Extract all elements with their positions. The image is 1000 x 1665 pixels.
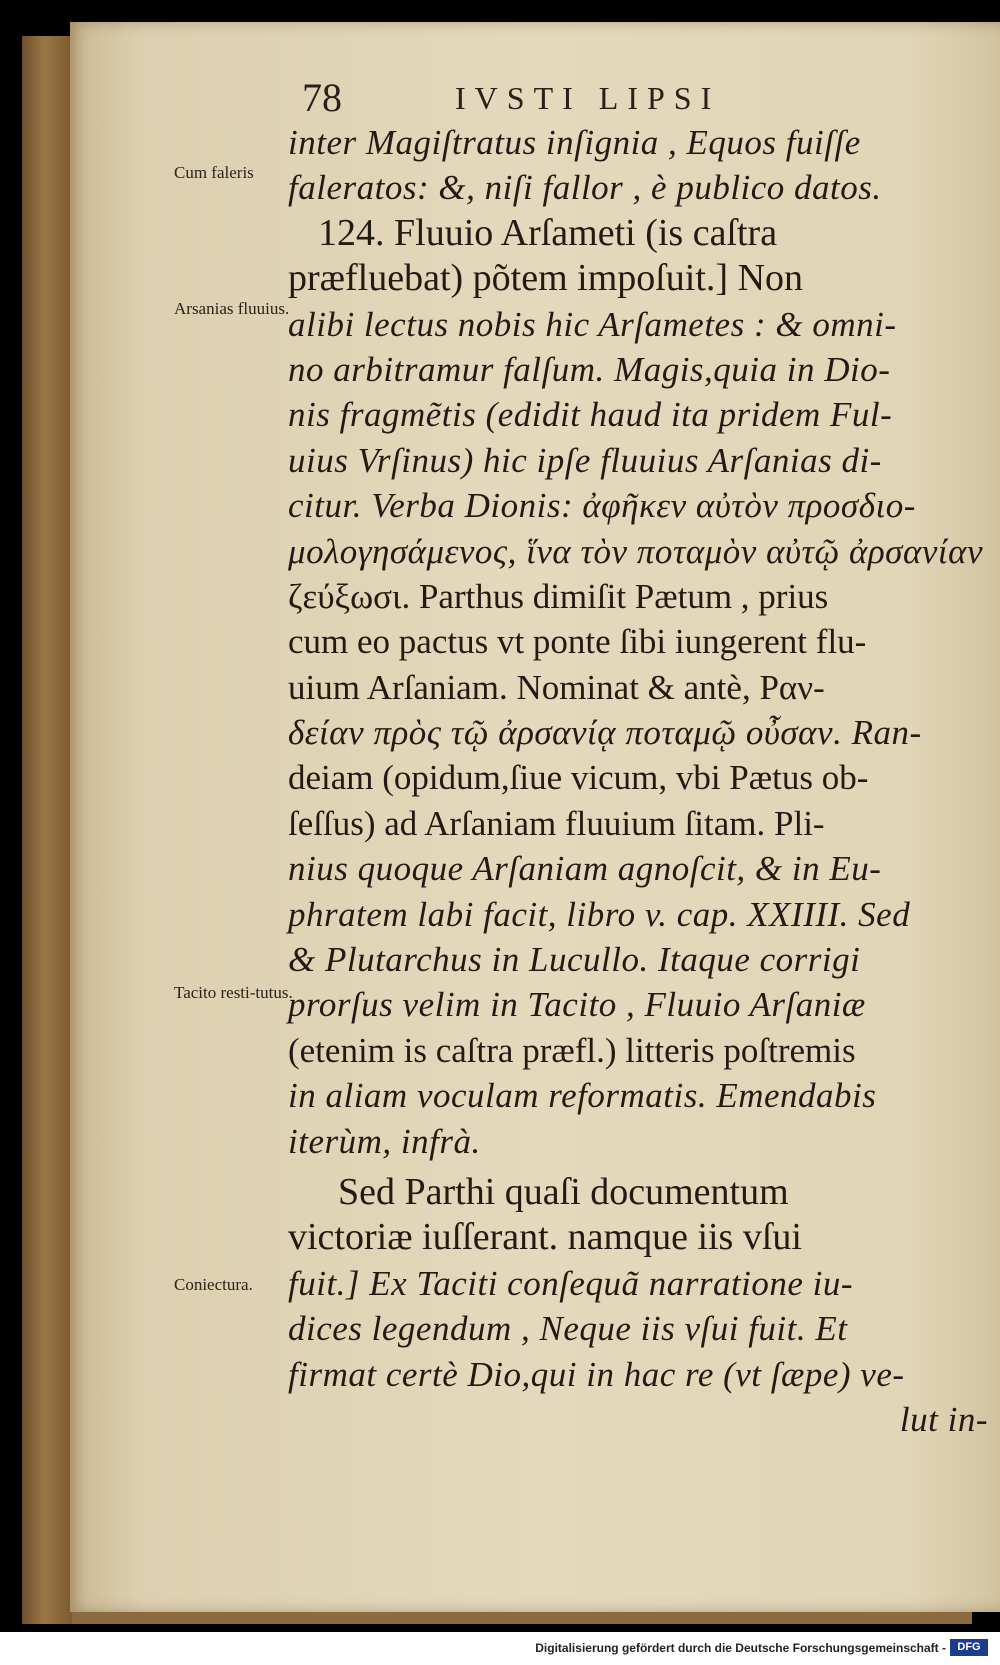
- text-line: dices legendum , Neque iis vſui fuit. Et: [288, 1309, 848, 1349]
- funding-credit: Digitalisierung gefördert durch die Deutsche Forschungsgemeinschaft -: [535, 1641, 946, 1655]
- body-text: [288, 120, 988, 1442]
- text-line: alibi lectus nobis hic Arſametes : & omni-: [288, 304, 897, 344]
- text-line: Sed Parthi quaſi documentum: [338, 1170, 789, 1213]
- running-header: [70, 74, 1000, 124]
- text-line: μολογησάμενος, ἵνα τὸν ποταμὸν αὐτῷ ἀρσανίαν: [288, 531, 983, 571]
- text-line: citur. Verba Dionis: ἀφῆκεν αὐτὸν προσδιο-: [288, 486, 916, 526]
- text-line: 124. Fluuio Arſameti (is caſtra: [318, 211, 778, 254]
- text-line: in aliam voculam reformatis. Emendabis: [288, 1076, 877, 1116]
- catchword: lut in-: [899, 1399, 988, 1439]
- text-line: (etenim is caſtra præfl.) litteris poſtremis: [288, 1030, 856, 1070]
- text-line: phratem labi facit, libro v. cap. XXIIII. Sed: [288, 894, 911, 934]
- text-line: & Plutarchus in Lucullo. Itaque corrigi: [288, 940, 861, 980]
- text-line: præfluebat) põtem impoſuit.] Non: [288, 257, 804, 300]
- text-line: uius Vrſinus) hic ipſe fluuius Arſanias di-: [288, 440, 882, 480]
- text-line: deiam (opidum,ſiue vicum, vbi Pætus ob-: [288, 758, 869, 798]
- footer-strip: [0, 1632, 1000, 1665]
- text-line: faleratos: &, niſi fallor , è publico datos.: [288, 168, 882, 208]
- page-edges: [22, 36, 72, 1624]
- text-line: nis fragmẽtis (edidit haud ita pridem Ful-: [288, 395, 893, 435]
- text-line: fuit.] Ex Taciti conſequã narratione iu-: [288, 1263, 854, 1303]
- text-line: cum eo pactus vt ponte ſibi iungerent flu-: [288, 622, 867, 662]
- book-scan: [22, 36, 988, 1624]
- text-line: iterùm, infrà.: [288, 1121, 481, 1161]
- dfg-logo: DFG: [950, 1639, 988, 1656]
- text-line: ζεύξωσι. Parthus dimiſit Pætum , prius: [288, 576, 829, 616]
- book-page: [70, 22, 1000, 1612]
- text-line: inter Magiſtratus inſignia , Equos fuiſſe: [288, 123, 861, 162]
- running-title: IVSTI LIPSI: [455, 80, 721, 116]
- margin-note-tacito: Tacito resti-tutus.: [174, 983, 293, 1002]
- text-line: firmat certè Dio,qui in hac re (vt ſæpe) ve-: [288, 1354, 905, 1394]
- margin-note-arsanias: Arsanias fluuius.: [174, 299, 290, 318]
- text-line: nius quoque Arſaniam agnoſcit, & in Eu-: [288, 849, 882, 889]
- text-line: δείαν πρὸς τῷ ἀρσανίᾳ ποταμῷ οὖσαν. Ran-: [288, 713, 922, 753]
- text-line: prorſus velim in Tacito , Fluuio Arſaniæ: [288, 985, 866, 1025]
- text-line: ſeſſus) ad Arſaniam fluuium ſitam. Pli-: [288, 803, 825, 843]
- margin-note-faleris: Cum faleris: [174, 163, 254, 182]
- text-line: no arbitramur falſum. Magis,quia in Dio-: [288, 349, 891, 389]
- text-line: uium Arſaniam. Nominat & antè, Ραν-: [288, 667, 825, 707]
- margin-note-coniectura: Coniectura.: [174, 1275, 253, 1294]
- text-line: victoriæ iuſſerant. namque iis vſui: [288, 1216, 802, 1259]
- page-number: 78: [302, 75, 342, 120]
